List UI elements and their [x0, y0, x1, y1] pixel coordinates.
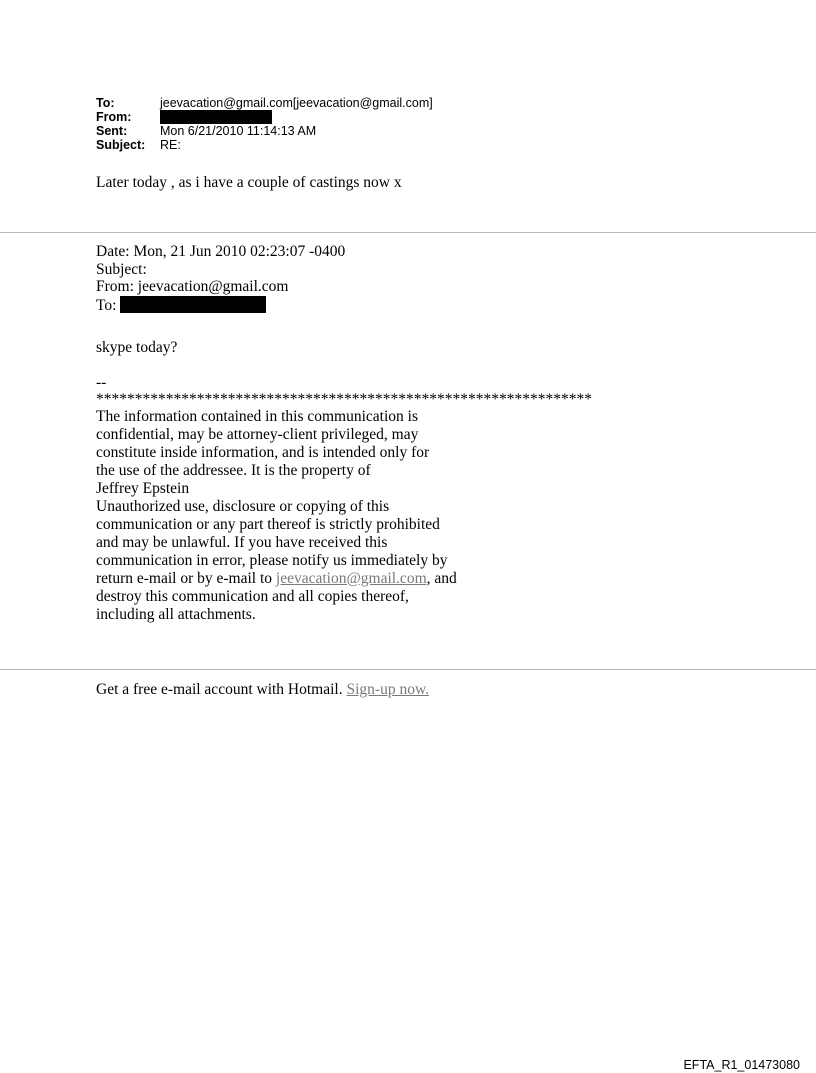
email-header	[96, 96, 433, 152]
reply-body: Later today , as i have a couple of castings now x	[96, 174, 402, 191]
divider-bottom	[0, 669, 816, 670]
sig-line: communication or any part thereof is strictly prohibited	[96, 516, 440, 533]
sig-line: communication in error, please notify us immediately by	[96, 552, 448, 569]
sig-line: Unauthorized use, disclosure or copying of this	[96, 498, 390, 515]
to-redaction	[120, 296, 266, 313]
sent-row	[96, 124, 433, 138]
subject-value: RE:	[160, 138, 181, 152]
sig-line: destroy this communication and all copies thereof,	[96, 588, 409, 605]
sig-line10-prefix: return e-mail or by e-mail to	[96, 570, 276, 587]
original-from-prefix: From:	[96, 278, 138, 295]
original-date: Date: Mon, 21 Jun 2010 02:23:07 -0400	[96, 243, 346, 260]
subject-label: Subject:	[96, 138, 146, 152]
divider-top	[0, 232, 816, 233]
original-body: skype today?	[96, 339, 178, 356]
original-subject: Subject:	[96, 260, 147, 278]
sig-stars: ****************************************************************	[96, 391, 592, 408]
sig-line: including all attachments.	[96, 606, 256, 623]
sig-line10-suffix: , and	[426, 570, 457, 587]
sent-label: Sent:	[96, 124, 128, 138]
hotmail-footer	[96, 681, 429, 699]
to-row	[96, 96, 433, 110]
original-message	[96, 243, 345, 313]
signup-link[interactable]: Sign-up now.	[346, 681, 430, 698]
from-row	[96, 110, 433, 124]
footer-text: Get a free e-mail account with Hotmail.	[96, 681, 347, 698]
to-label: To:	[96, 96, 115, 110]
original-to-label: To:	[96, 296, 117, 314]
sig-line: Jeffrey Epstein	[96, 480, 190, 497]
original-from	[96, 278, 345, 296]
sig-line: the use of the addressee. It is the property of	[96, 462, 371, 479]
from-label: From:	[96, 110, 132, 124]
sig-line: and may be unlawful. If you have received this	[96, 534, 388, 551]
subject-row	[96, 138, 433, 152]
bates-number: EFTA_R1_01473080	[683, 1058, 800, 1072]
sig-dashes: --	[96, 374, 107, 391]
original-from-email: jeevacation@gmail.com	[137, 278, 289, 295]
original-to	[96, 296, 345, 314]
email-link[interactable]: jeevacation@gmail.com	[275, 570, 427, 587]
disclaimer	[96, 374, 616, 624]
from-redaction	[160, 110, 272, 124]
sig-line	[96, 570, 616, 588]
to-value: jeevacation@gmail.com[jeevacation@gmail.com]	[160, 96, 433, 110]
sent-value: Mon 6/21/2010 11:14:13 AM	[160, 124, 317, 138]
sig-line: The information contained in this communication is	[96, 408, 418, 425]
sig-line: constitute inside information, and is intended only for	[96, 444, 430, 461]
sig-line: confidential, may be attorney-client privileged, may	[96, 426, 419, 443]
